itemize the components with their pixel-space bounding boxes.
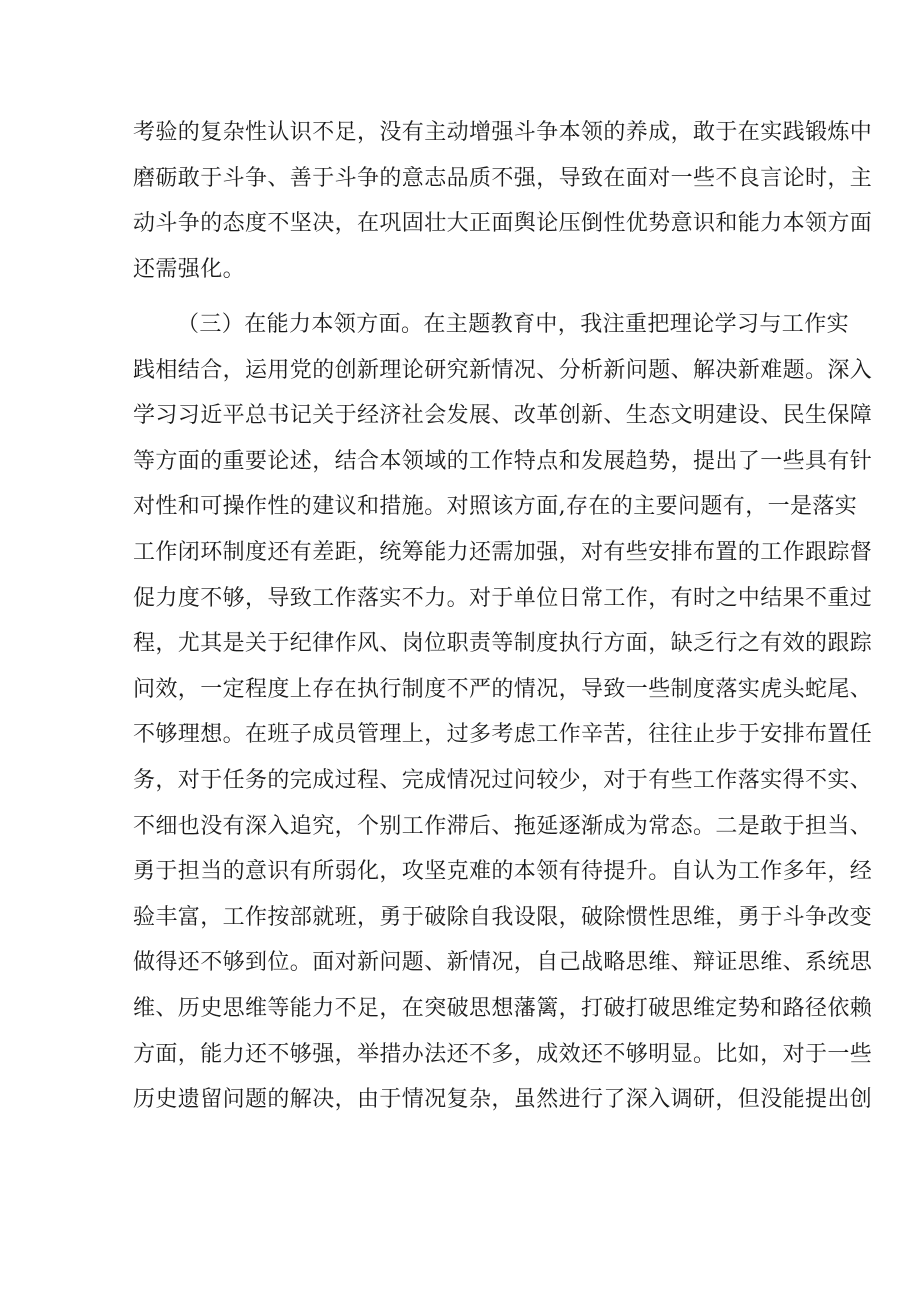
text-line: 践相结合，运用党的创新理论研究新情况、分析新问题、解决新难题。深入 bbox=[133, 357, 873, 383]
text-line: 等方面的重要论述，结合本领域的工作特点和发展趋势，提出了一些具有针 bbox=[133, 448, 873, 474]
text-line: 程，尤其是关于纪律作风、岗位职责等制度执行方面，缺乏行之有效的跟踪 bbox=[133, 631, 873, 657]
text-line: 考验的复杂性认识不足，没有主动增强斗争本领的养成，敢于在实践锻炼中 bbox=[133, 120, 873, 145]
text-line: 方面，能力还不够强，举措办法还不多，成效还不够明显。比如，对于一些 bbox=[133, 1041, 873, 1067]
paragraph-ability-section bbox=[133, 302, 873, 1123]
text-line: 动斗争的态度不坚决，在巩固壮大正面舆论压倒性优势意识和能力本领方面 bbox=[133, 211, 873, 237]
text-line: 问效，一定程度上存在执行制度不严的情况，导致一些制度落实虎头蛇尾、 bbox=[133, 676, 873, 702]
text-line: 工作闭环制度还有差距，统筹能力还需加强，对有些安排布置的工作跟踪督 bbox=[133, 539, 873, 565]
paragraph-continuation bbox=[133, 110, 873, 292]
text-line: 对性和可操作性的建议和措施。对照该方面,存在的主要问题有，一是落实 bbox=[133, 494, 858, 520]
text-line: 不细也没有深入追究，个别工作滞后、拖延逐渐成为常态。二是敢于担当、 bbox=[133, 813, 873, 839]
text-line: 磨砺敢于斗争、善于斗争的意志品质不强，导致在面对一些不良言论时，主 bbox=[133, 165, 873, 191]
section-heading-line: （三）在能力本领方面。在主题教育中，我注重把理论学习与工作实 bbox=[177, 312, 850, 337]
text-line: 促力度不够，导致工作落实不力。对于单位日常工作，有时之中结果不重过 bbox=[133, 585, 873, 611]
text-line: 勇于担当的意识有所弱化，攻坚克难的本领有待提升。自认为工作多年，经 bbox=[133, 859, 873, 885]
text-line: 学习习近平总书记关于经济社会发展、改革创新、生态文明建设、民生保障 bbox=[133, 403, 873, 429]
text-line: 做得还不够到位。面对新问题、新情况，自己战略思维、辩证思维、系统思 bbox=[133, 950, 873, 976]
text-line: 不够理想。在班子成员管理上，过多考虑工作辛苦，往往止步于安排布置任 bbox=[133, 722, 873, 748]
text-line: 务，对于任务的完成过程、完成情况过问较少，对于有些工作落实得不实、 bbox=[133, 767, 873, 793]
text-line: 历史遗留问题的解决，由于情况复杂，虽然进行了深入调研，但没能提出创 bbox=[133, 1087, 873, 1113]
text-line: 维、历史思维等能力不足，在突破思想藩篱，打破打破思维定势和路径依赖 bbox=[133, 995, 873, 1021]
text-line: 还需强化。 bbox=[133, 256, 246, 282]
text-line: 验丰富，工作按部就班，勇于破除自我设限，破除惯性思维，勇于斗争改变 bbox=[133, 904, 873, 930]
